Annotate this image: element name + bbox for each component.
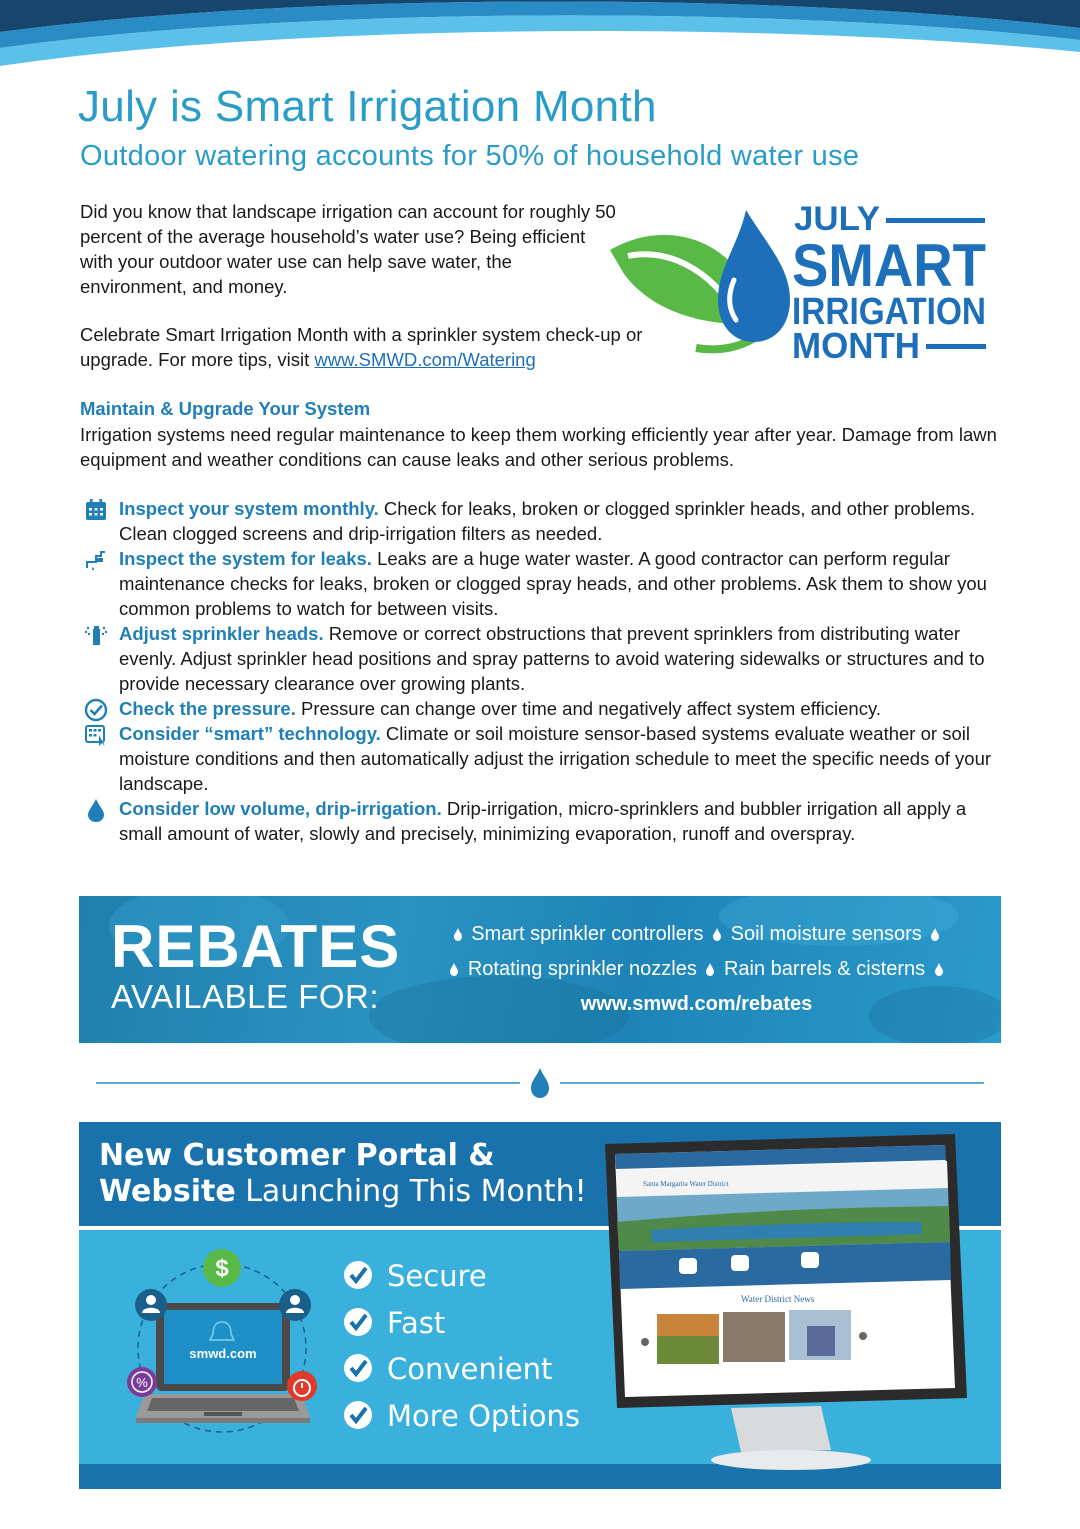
dollar-icon: [203, 1249, 241, 1287]
svg-text:%: %: [136, 1375, 148, 1390]
tip-title: Inspect your system monthly.: [119, 498, 379, 519]
tip-text: Pressure can change over time and negatively affect system efficiency.: [295, 698, 881, 719]
logo-month: MONTH: [792, 325, 920, 366]
svg-text:$: $: [215, 1255, 229, 1282]
page-subtitle: Outdoor watering accounts for 50% of household water use: [80, 140, 860, 172]
section-divider: [96, 1066, 984, 1100]
tip-title: Inspect the system for leaks.: [119, 548, 372, 569]
drop-icon: [934, 963, 944, 976]
sprinkler-icon: [84, 623, 108, 647]
laptop-illustration: [114, 1248, 326, 1438]
water-drop-icon: [718, 210, 790, 342]
rebate-item: Soil moisture sensors: [730, 923, 922, 945]
tip-text: Check for leaks, broken or clogged sprinkler heads, and other problems. Clean clogged screens and drip-irrigation filters as needed.: [119, 498, 976, 544]
feature-label: Fast: [387, 1305, 446, 1340]
controller-icon: [84, 723, 108, 747]
maintain-body: Irrigation systems need regular maintenance to keep them working efficiently year after year. Damage from lawn equipment and weather conditions can cause leaks and other serious problems.: [80, 424, 997, 470]
tip-pressure: [80, 696, 1010, 721]
drop-icon: [705, 963, 715, 976]
monitor-illustration: [591, 1130, 969, 1480]
checkmark-icon: [343, 1307, 373, 1337]
rebate-line-2: [429, 958, 964, 981]
header-wave: [0, 0, 1080, 80]
feature-label: Secure: [387, 1259, 487, 1293]
screen-org-name: Santa Margarita Water District: [643, 1180, 729, 1188]
maintain-heading: Maintain & Upgrade Your System: [80, 398, 371, 419]
logo-smart: SMART: [792, 232, 986, 299]
rebate-line-1: [429, 923, 964, 946]
rebate-item: Rain barrels & cisterns: [723, 958, 926, 980]
feature-label: More Options: [387, 1398, 581, 1433]
rebates-subtitle: AVAILABLE FOR:: [111, 978, 380, 1015]
page-title: July is Smart Irrigation Month: [78, 82, 657, 131]
stopwatch-icon: [287, 1371, 317, 1401]
percent-icon: [127, 1367, 157, 1397]
screen-news-title: Water District News: [741, 1294, 815, 1304]
intro-text: Celebrate Smart Irrigation Month with a sprinkler system check-up or upgrade. For more tips, visit: [80, 324, 643, 370]
tip-title: Adjust sprinkler heads.: [119, 623, 324, 644]
feature-item: [343, 1349, 580, 1396]
rebate-item: Smart sprinkler controllers: [471, 923, 704, 945]
portal-features-list: [343, 1256, 580, 1442]
drop-icon: [453, 928, 463, 941]
portal-title-line1: New Customer Portal &: [99, 1138, 495, 1173]
rebates-link[interactable]: www.smwd.com/rebates: [580, 993, 813, 1015]
tip-text: Climate or soil moisture sensor-based systems evaluate weather or soil moisture conditions and then automatically adjust the irrigation schedule to meet the specific needs of your landscape.: [119, 723, 992, 794]
portal-title-rest: Launching This Month!: [235, 1174, 587, 1209]
rebates-title: REBATES: [111, 913, 401, 980]
user-icon: [135, 1289, 167, 1321]
calendar-icon: [84, 498, 108, 522]
tip-adjust-heads: [80, 621, 1010, 696]
checkmark-icon: [343, 1400, 373, 1430]
portal-title-bold: Website: [99, 1174, 236, 1209]
smart-irrigation-month-logo: [606, 196, 1001, 366]
tip-text: Leaks are a huge water waster. A good contractor can perform regular maintenance checks for leaks, broken or clogged spray heads, and other problems. Ask them to show you common problems to watch for between visits.: [119, 548, 987, 619]
portal-title: [99, 1138, 587, 1210]
logo-irrigation: IRRIGATION: [792, 291, 986, 333]
tip-inspect-monthly: [80, 496, 1010, 546]
feature-item: [343, 1256, 580, 1303]
tip-smart-tech: [80, 721, 1010, 796]
checkmark-icon: [343, 1260, 373, 1290]
drop-icon: [930, 928, 940, 941]
drop-icon: [449, 963, 459, 976]
user-icon: [279, 1289, 311, 1321]
checkmark-icon: [343, 1353, 373, 1383]
check-circle-icon: [84, 698, 108, 722]
logo-july: JULY: [794, 200, 881, 238]
tip-title: Check the pressure.: [119, 698, 296, 719]
tip-text: Remove or correct obstructions that prevent sprinklers from distributing water evenly. Adjust sprinkler head positions and spray patterns to avoid watering sidewalks or structures and to provide necessary clearance over growing plants.: [119, 623, 985, 694]
tip-text: Drip-irrigation, micro-sprinklers and bubbler irrigation all apply a small amount of water, slowly and precisely, minimizing evaporation, runoff and overspray.: [119, 798, 967, 844]
rebates-banner: [79, 896, 1001, 1043]
water-drop-icon: [531, 1068, 549, 1098]
watering-link[interactable]: www.SMWD.com/Watering: [314, 349, 536, 370]
tip-leaks: [80, 546, 1010, 621]
faucet-icon: [84, 548, 108, 572]
tips-list: [80, 496, 1010, 846]
laptop-url: smwd.com: [189, 1346, 257, 1361]
tip-drip: [80, 796, 1010, 846]
customer-portal-banner: [79, 1122, 1001, 1489]
feature-item: [343, 1396, 580, 1443]
feature-item: [343, 1303, 580, 1350]
drop-icon: [712, 928, 722, 941]
intro-paragraph: Did you know that landscape irrigation can account for roughly 50 percent of the average household’s water use? Being efficient with your outdoor water use can help save water, the environment, and money.: [80, 201, 616, 297]
water-drop-icon: [84, 798, 108, 822]
tip-title: Consider “smart” technology.: [119, 723, 381, 744]
rebate-item: Rotating sprinkler nozzles: [467, 958, 697, 980]
tip-title: Consider low volume, drip-irrigation.: [119, 798, 442, 819]
feature-label: Convenient: [387, 1352, 553, 1386]
